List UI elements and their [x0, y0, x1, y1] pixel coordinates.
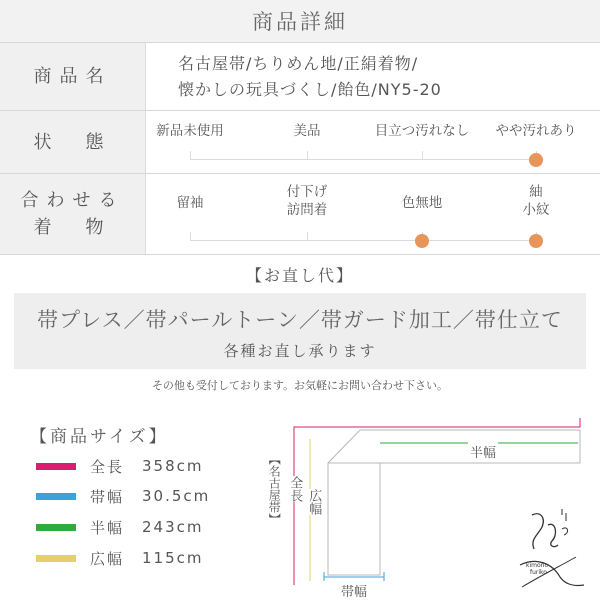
condition-option: やや汚れあり: [495, 123, 577, 139]
repair-subtitle: 各種お直し承ります: [223, 342, 377, 360]
size-item: [36, 517, 204, 537]
size-item: [36, 548, 204, 568]
size-value: 115cm: [142, 549, 204, 567]
matching-option: 色無地: [401, 195, 443, 211]
condition-option: 目立つ汚れなし: [374, 123, 470, 139]
size-item: [36, 486, 210, 506]
size-value: 243cm: [142, 518, 204, 536]
product-name-row: [0, 42, 600, 110]
condition-scale-line: [190, 159, 536, 160]
condition-tick: [422, 151, 423, 160]
condition-marker: [529, 153, 543, 167]
condition-option: 美品: [293, 123, 321, 139]
condition-tick: [190, 151, 191, 160]
size-title: 【商品サイズ】: [30, 427, 169, 447]
matching-tick: [307, 232, 308, 241]
size-swatch: [36, 463, 76, 470]
brand-logo: [512, 505, 592, 593]
obi-name-label: 【名古屋帯】: [267, 453, 282, 525]
condition-row: [0, 110, 600, 173]
condition-option: 新品未使用: [156, 123, 224, 139]
size-name: 全長: [90, 457, 125, 476]
svg-text:furiko: furiko: [530, 569, 547, 576]
page-title: 商品詳細: [0, 0, 600, 42]
size-name: 広幅: [90, 549, 125, 568]
size-swatch: [36, 524, 76, 531]
svg-text:kimono: kimono: [526, 562, 549, 569]
product-name-label: 商品名: [0, 43, 146, 110]
repair-services: 帯プレス／帯パールトーン／帯ガード加工／帯仕立て: [37, 308, 563, 332]
hirohaba-label: 広幅: [306, 489, 322, 515]
matching-label: [0, 174, 146, 254]
matching-marker: [529, 234, 543, 248]
condition-tick: [307, 151, 308, 160]
matching-label-line2: 着 物: [33, 217, 112, 238]
matching-tick: [190, 232, 191, 241]
matching-scale-line: [190, 240, 536, 241]
product-name-line1: 名古屋帯/ちりめん地/正絹着物/: [178, 54, 419, 73]
matching-option: 付下げ 訪問着: [286, 184, 328, 219]
matching-option: 留袖: [176, 195, 204, 211]
matching-label-line1: 合わせる: [20, 190, 125, 211]
size-value: 358cm: [142, 457, 204, 475]
size-value: 30.5cm: [142, 487, 211, 505]
size-name: 帯幅: [90, 487, 125, 506]
matching-row: [0, 173, 600, 255]
repair-box: [14, 293, 586, 369]
repair-note: その他も受付しております。お気軽にお問い合わせ下さい。: [151, 379, 449, 392]
matching-option: 紬 小紋: [522, 184, 550, 219]
hanhaba-label: 半幅: [468, 442, 498, 461]
product-name-value: [178, 51, 442, 103]
product-name-line2: 懐かしの玩具づくし/飴色/NY5-20: [178, 80, 442, 99]
matching-marker: [415, 234, 429, 248]
size-swatch: [36, 493, 76, 500]
zencho-label: 全長: [287, 476, 303, 502]
condition-label: 状 態: [0, 111, 146, 173]
size-item: [36, 456, 204, 476]
size-swatch: [36, 555, 76, 562]
repair-title: 【お直し代】: [245, 266, 354, 285]
size-name: 半幅: [90, 518, 125, 537]
obihaba-label: 帯幅: [339, 581, 369, 600]
